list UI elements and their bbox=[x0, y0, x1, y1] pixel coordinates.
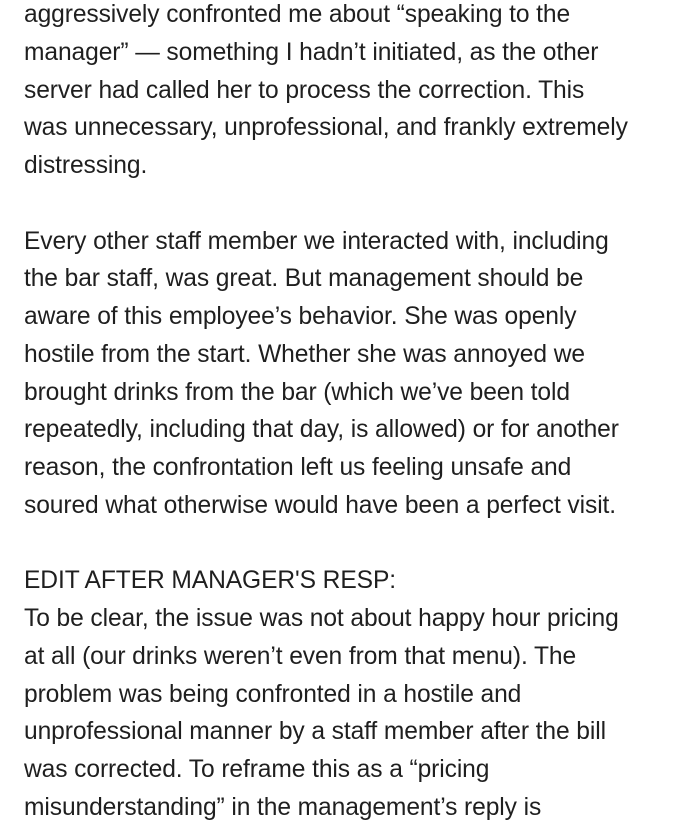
review-line: To be clear, the issue was not about happy hour pricing bbox=[24, 605, 619, 632]
review-line: reason, the confrontation left us feeling unsafe and bbox=[24, 454, 572, 481]
review-line: unprofessional manner by a staff member after the bill bbox=[24, 718, 606, 746]
review-line: brought drinks from the bar (which we’ve been told bbox=[24, 378, 570, 406]
paragraph-break bbox=[24, 525, 689, 563]
review-text bbox=[24, 0, 689, 827]
review-line: distressing. bbox=[24, 152, 148, 179]
review-line: problem was being confronted in a hostile and bbox=[24, 680, 522, 708]
edit-heading: EDIT AFTER MANAGER'S RESP: bbox=[24, 567, 396, 595]
review-line: soured what otherwise would have been a perfect visit. bbox=[24, 491, 617, 519]
review-line: aware of this employee’s behavior. She was openly bbox=[24, 303, 577, 330]
review-line: repeatedly, including that day, is allowed) or for another bbox=[24, 416, 619, 444]
review-line: aggressively confronted me about “speaking to the bbox=[24, 1, 571, 28]
review-line: at all (our drinks weren’t even from that menu). The bbox=[24, 642, 577, 670]
review-line: was unnecessary, unprofessional, and frankly extremely bbox=[24, 114, 628, 142]
review-line: the bar staff, was great. But management should be bbox=[24, 265, 584, 293]
review-line: was corrected. To reframe this as a “pricing bbox=[24, 756, 490, 783]
review-line: server had called her to process the correction. This bbox=[24, 76, 585, 104]
review-line: Every other staff member we interacted with, including bbox=[24, 227, 609, 255]
review-line: hostile from the start. Whether she was annoyed we bbox=[24, 340, 585, 368]
review-line: misunderstanding” in the management’s reply is bbox=[24, 793, 542, 821]
review-line: manager” — something I hadn’t initiated, as the other bbox=[24, 38, 599, 66]
paragraph-break bbox=[24, 185, 689, 223]
